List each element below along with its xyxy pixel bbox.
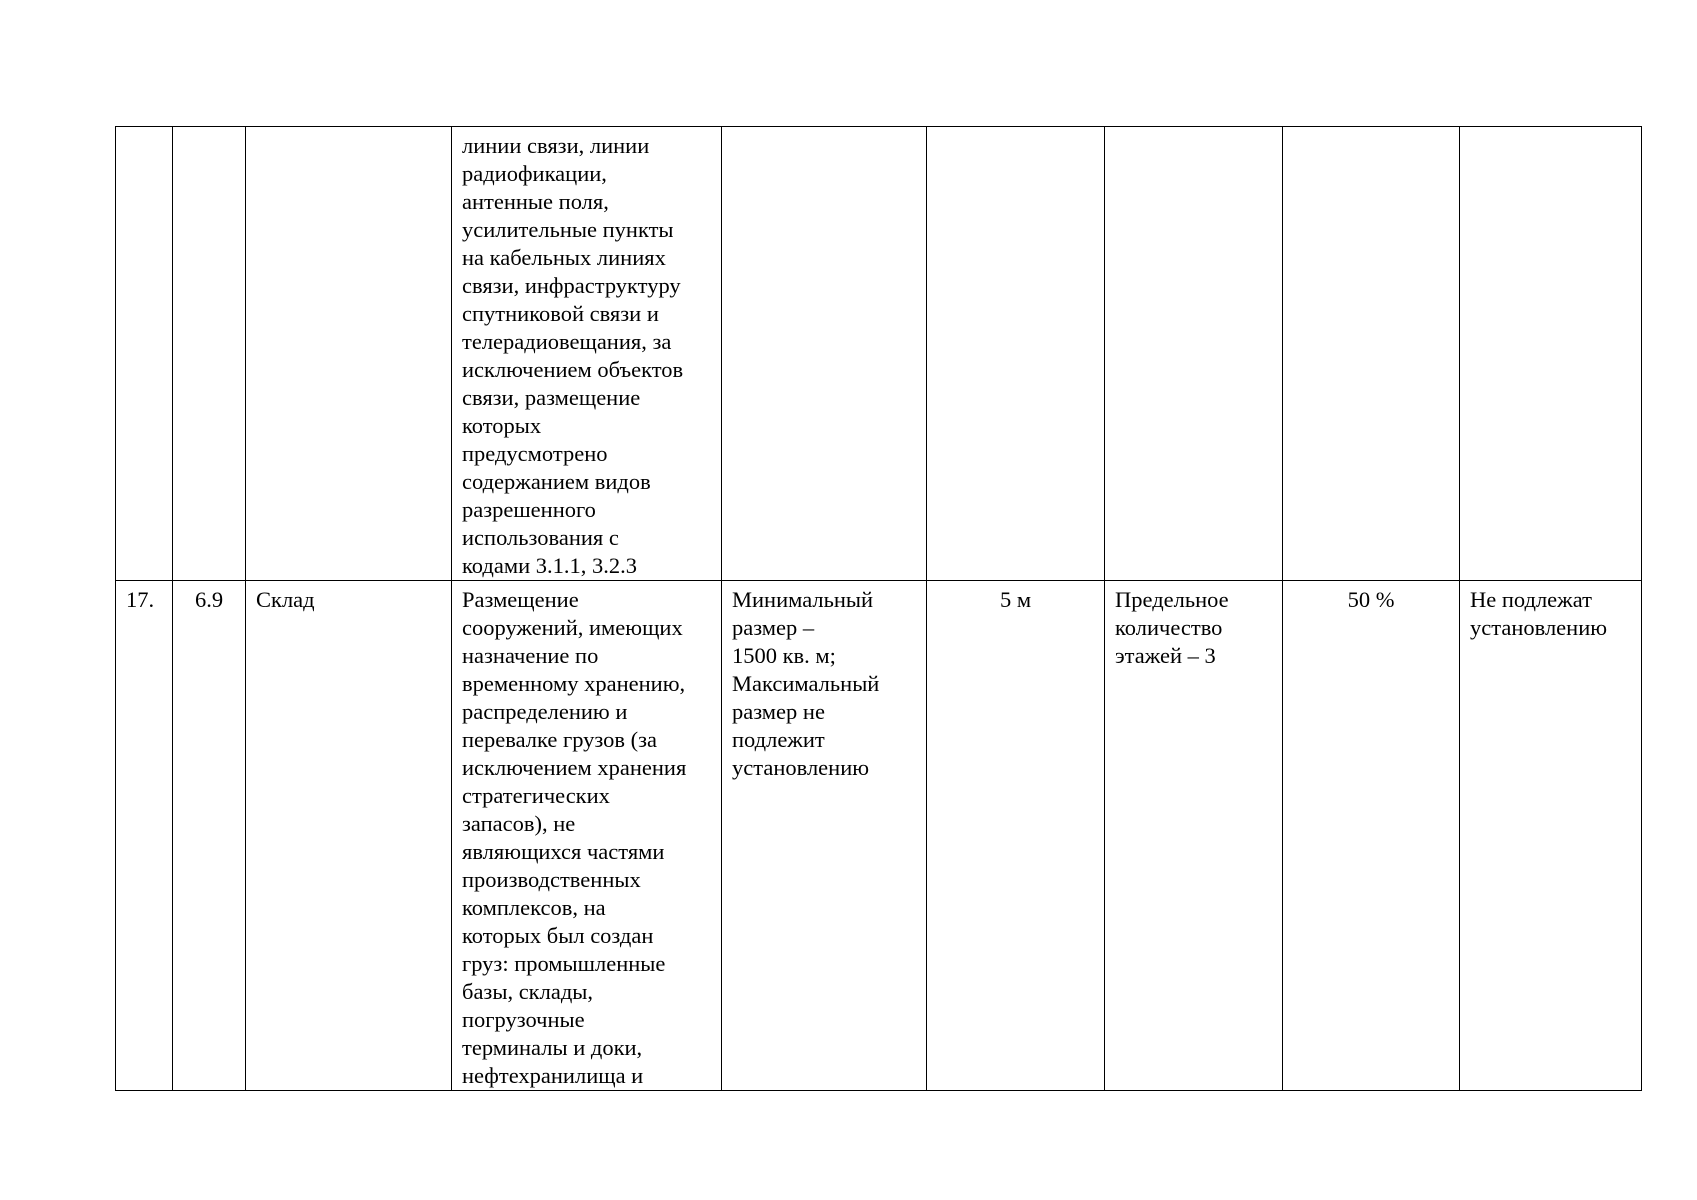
cell-min-setback: 5 м	[927, 581, 1105, 1091]
cell-use-code: 6.9	[173, 581, 246, 1091]
cell-max-floors: Предельное количество этажей – 3	[1105, 581, 1283, 1091]
cell-restrictions	[1460, 127, 1642, 581]
table-row-17	[116, 581, 1642, 1091]
cell-use-name	[246, 127, 452, 581]
cell-row-number	[116, 127, 173, 581]
cell-plot-size	[722, 127, 927, 581]
cell-use-description: линии связи, линии радиофикации, антенные поля, усилительные пункты на кабельных линиях связи, инфраструктуру спутниковой связи и телерадиовещания, за исключением объектов связи, размещение которых предусмотрено содержанием видов разрешенного использования с кодами 3.1.1, 3.2.3	[452, 127, 722, 581]
cell-min-setback	[927, 127, 1105, 581]
cell-max-coverage: 50 %	[1283, 581, 1460, 1091]
cell-plot-size: Минимальный размер – 1500 кв. м; Максимальный размер не подлежит установлению	[722, 581, 927, 1091]
cell-use-code	[173, 127, 246, 581]
cell-max-coverage	[1283, 127, 1460, 581]
regulations-table	[115, 126, 1642, 1091]
cell-use-name: Склад	[246, 581, 452, 1091]
cell-restrictions: Не подлежат установлению	[1460, 581, 1642, 1091]
cell-use-description: Размещение сооружений, имеющих назначение по временному хранению, распределению и перевалке грузов (за исключением хранения стратегических запасов), не являющихся частями производственных комплексов, на которых был создан груз: промышленные базы, склады, погрузочные терминалы и доки, нефтехранилища и	[452, 581, 722, 1091]
table-row-continuation	[116, 127, 1642, 581]
cell-row-number: 17.	[116, 581, 173, 1091]
cell-max-floors	[1105, 127, 1283, 581]
